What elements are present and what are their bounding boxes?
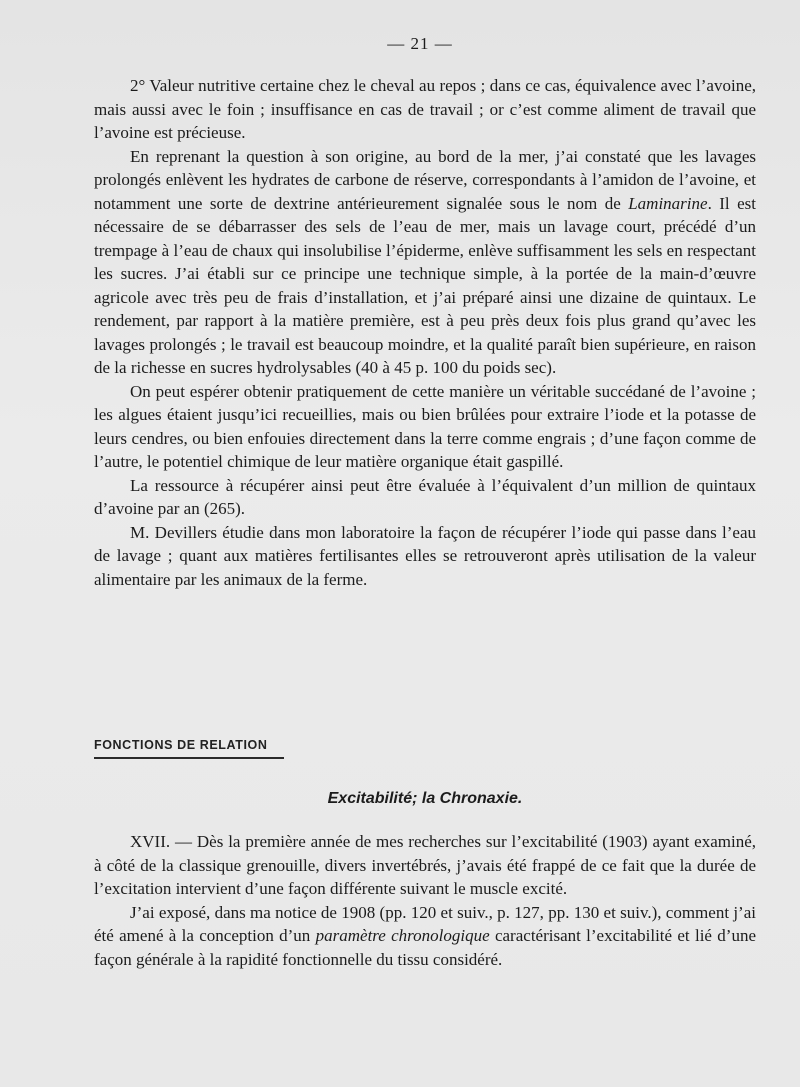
paragraph-succedane: On peut espérer obtenir pratiquement de cette manière un véritable succédané de l’avoine ; les algues étaient jusqu’ici recueillies, mais ou bien brûlées pour extraire l’iode et la potasse de leurs cendres, ou bien enfouies directement dans la terre comme engrais ; d’une façon comme de l’autre, le potentiel chimique de leur matière organique était gaspillé. xyxy=(94,381,756,471)
paragraph-ressource: La ressource à récupérer ainsi peut être évaluée à l’équivalent d’un million de quintaux d’avoine par an (265). xyxy=(94,475,756,518)
paragraph-laminarine xyxy=(94,145,756,380)
bottom-text-block xyxy=(94,830,756,971)
paragraph-xvii: XVII. — Dès la première année de mes recherches sur l’excitabilité (1903) ayant examiné, à côté de la classique grenouille, divers invertébrés, j’avais été frappé de ce fait que la durée de l’excitation intervient d’une façon différente suivant le muscle excité. xyxy=(94,832,756,898)
paragraph-devillers: M. Devillers étudie dans mon laboratoire la façon de récupérer l’iode qui passe dans l’eau de lavage ; quant aux matières fertilisantes elles se retrouveront après utilisation de la valeur alimentaire par les animaux de la ferme. xyxy=(94,522,756,589)
paragraph-laminarine-part1: En reprenant la question à son origine, au bord de la mer, j’ai constaté que les lavages prolongés enlèvent les hydrates de carbone de réserve, correspondants à l’amidon de l’avoine, et notamment une sorte de dextrine antérieurement signalée sous le nom de xyxy=(94,146,756,213)
section-heading: FONCTIONS DE RELATION xyxy=(94,738,268,752)
paragraph-notice-part2: caractérisant l’excitabilité et lié d’une façon générale à la rapidité fonctionnelle du tissu considéré. xyxy=(94,926,756,969)
subtitle-excitabilite: Excitabilité xyxy=(327,790,413,807)
paragraph-notice-1908 xyxy=(94,901,756,972)
paragraph-notice-part1: J’ai exposé, dans ma notice de 1908 (pp. 120 et suiv., p. 127, pp. 130 et suiv.), comment j’ai été amené à la conception d’un xyxy=(94,902,756,945)
parametre-chronologique-term: paramètre chronologique xyxy=(315,926,490,945)
laminarine-term: Laminarine xyxy=(628,193,708,213)
section-subtitle xyxy=(0,790,800,808)
subtitle-chronaxie: ; la Chronaxie. xyxy=(412,790,523,807)
section-heading-underline xyxy=(94,757,284,759)
paragraph-laminarine-part2: . Il est nécessaire de se débarrasser des sels de l’eau de mer, mais un lavage court, précédé d’un trempage à l’eau de chaux qui insolubilise l’épiderme, enlève suffisamment les sels en respectant les sucres. J’ai établi sur ce principe une technique simple, à la portée de la main-d’œuvre agricole avec très peu de frais d’installation, et j’ai préparé ainsi une dizaine de quintaux. Le rendement, par rapport à la matière première, est à peu près deux fois plus grand qu’avec les lavages prolongés ; le travail est beaucoup moindre, et la qualité paraît bien supérieure, en raison de la richesse en sucres hydrolysables (40 à 45 p. 100 du poids sec). xyxy=(94,193,756,377)
top-text-block xyxy=(94,74,756,591)
page-number: — 21 — xyxy=(387,34,453,53)
paragraph-valeur-nutritive: 2° Valeur nutritive certaine chez le cheval au repos ; dans ce cas, équivalence avec l’avoine, mais aussi avec le foin ; insuffisance en cas de travail ; or c’est comme aliment de travail que l’avoine est précieuse. xyxy=(94,76,756,142)
